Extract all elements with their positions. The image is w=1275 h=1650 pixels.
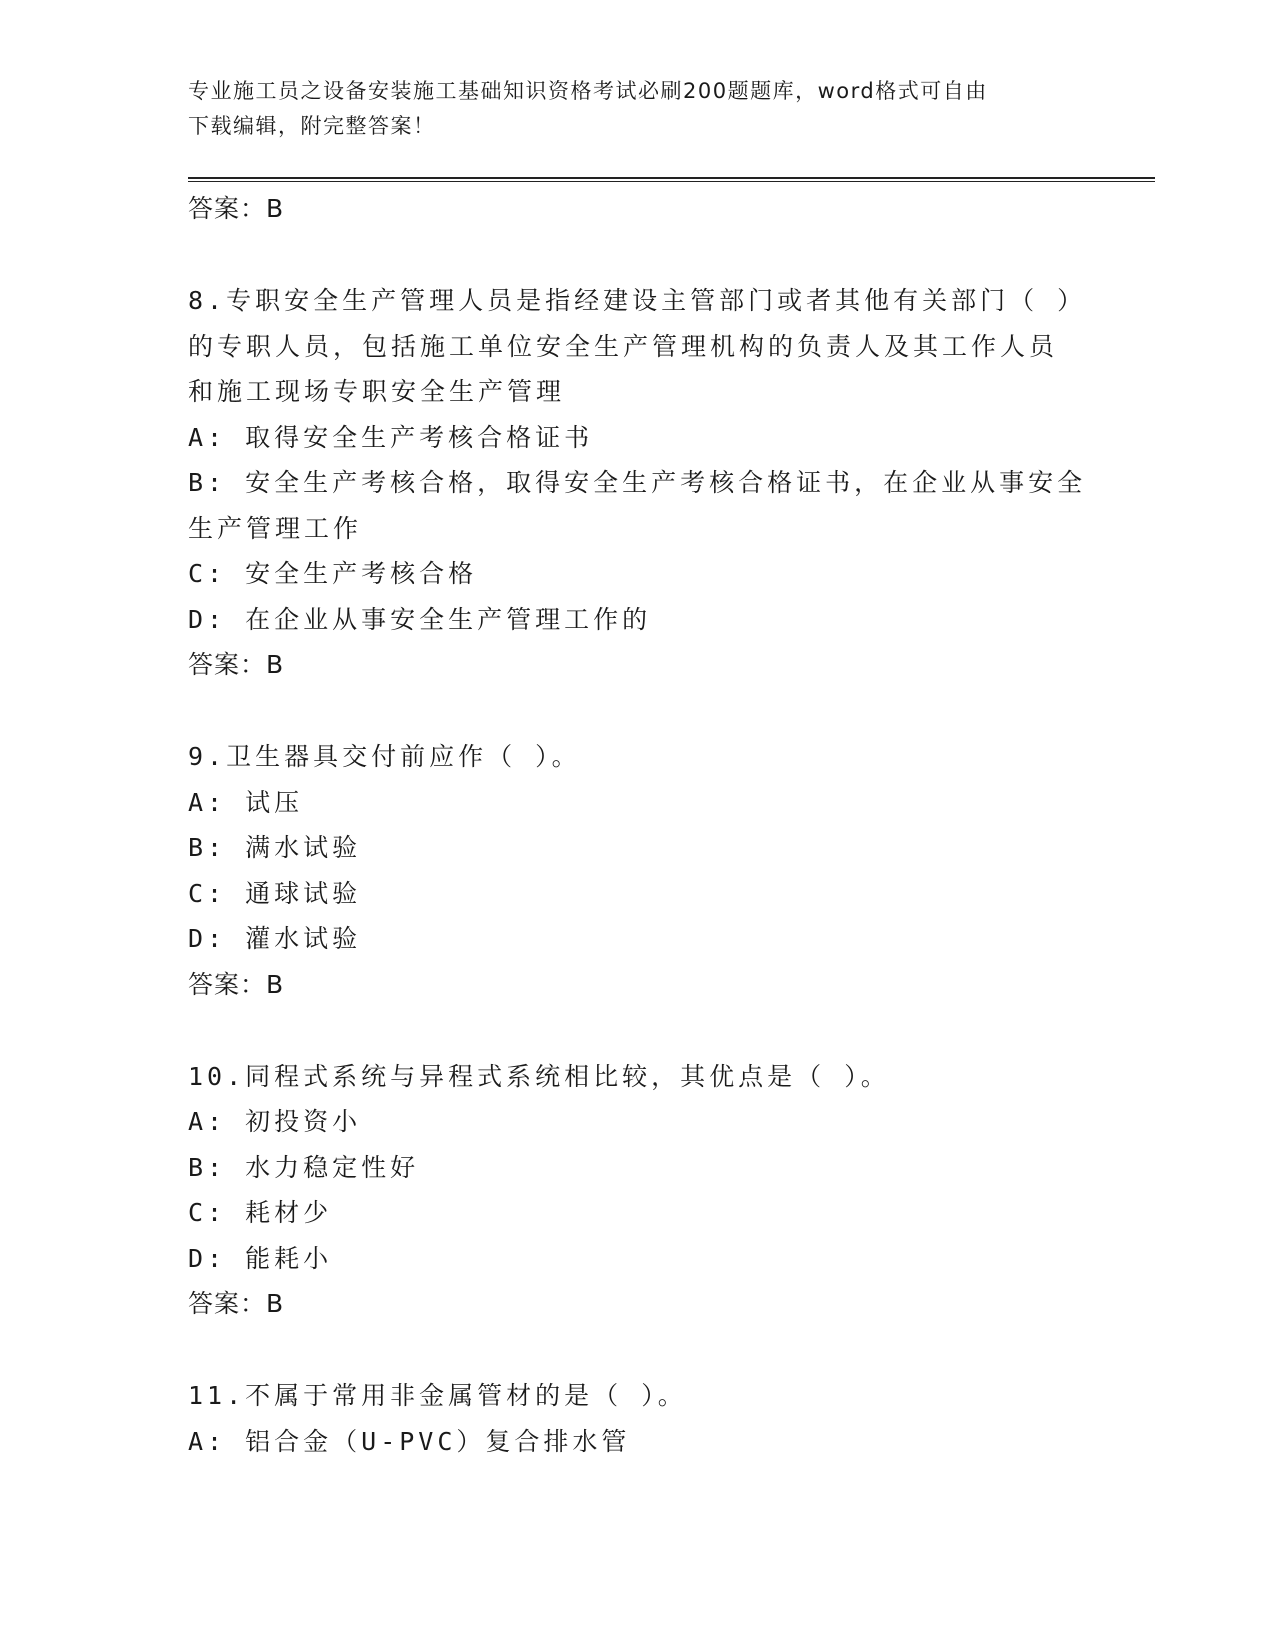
answer-option — [188, 871, 1088, 917]
option-text: B: 安全生产考核合格，取得安全生产考核合格证书，在企业从事安全 — [188, 468, 1087, 497]
option-text: B: 水力稳定性好 — [188, 1152, 420, 1182]
option-text: D: 灌水试验 — [188, 924, 362, 953]
option-text: C: 安全生产考核合格 — [188, 559, 478, 588]
option-text: A: 铝合金（U-PVC）复合排水管 — [188, 1426, 631, 1456]
answer-option — [188, 1236, 1088, 1282]
option-text: C: 通球试验 — [188, 878, 362, 908]
answer-option — [188, 597, 1088, 643]
answer-option — [188, 1145, 1088, 1191]
option-text: D: 在企业从事安全生产管理工作的 — [188, 604, 652, 634]
option-text: A: 试压 — [188, 787, 304, 817]
question-spacer — [188, 1008, 1088, 1054]
option-text: A: 取得安全生产考核合格证书 — [188, 422, 594, 452]
answer-option — [188, 780, 1088, 826]
answer-line: 答案：B — [188, 194, 285, 223]
question-text: 11.不属于常用非金属管材的是（ ）。 — [188, 1381, 687, 1410]
question-text: 10.同程式系统与异程式系统相比较，其优点是（ ）。 — [188, 1061, 890, 1091]
answer-option — [188, 1099, 1088, 1145]
option-text: D: 能耗小 — [188, 1243, 333, 1273]
header-line-1: 专业施工员之设备安装施工基础知识资格考试必刷200题题库，word格式可自由 — [188, 79, 988, 103]
question-text: 9.卫生器具交付前应作（ ）。 — [188, 742, 581, 771]
question-spacer — [188, 232, 1088, 278]
question-text: 8.专职安全生产管理人员是指经建设主管部门或者其他有关部门（ ） — [188, 286, 1087, 315]
question-spacer — [188, 1327, 1088, 1373]
document-body — [188, 186, 1088, 1464]
answer-option — [188, 1190, 1088, 1236]
option-text: A: 初投资小 — [188, 1107, 362, 1136]
question-block — [188, 1054, 1088, 1328]
header-line-2: 下载编辑，附完整答案！ — [188, 114, 436, 138]
option-text: B: 满水试验 — [188, 833, 362, 862]
answer-option — [188, 825, 1088, 871]
answer-line: 答案：B — [188, 650, 285, 679]
answer-option — [188, 551, 1088, 597]
answer-option — [188, 1419, 1088, 1465]
question-block — [188, 278, 1088, 688]
answer-option — [188, 415, 1088, 461]
question-spacer — [188, 688, 1088, 734]
question-block — [188, 734, 1088, 1008]
question-text: 的专职人员，包括施工单位安全生产管理机构的负责人及其工作人员 — [188, 331, 1059, 361]
answer-option — [188, 916, 1088, 962]
answer-line: 答案：B — [188, 969, 285, 999]
question-text: 和施工现场专职安全生产管理 — [188, 377, 566, 406]
option-text: C: 耗材少 — [188, 1198, 333, 1227]
page-header — [188, 74, 1068, 144]
answer-option — [188, 460, 1088, 551]
answer-line: 答案：B — [188, 1289, 285, 1318]
option-text: 生产管理工作 — [188, 513, 363, 543]
question-block — [188, 1373, 1088, 1464]
header-divider — [188, 177, 1155, 182]
